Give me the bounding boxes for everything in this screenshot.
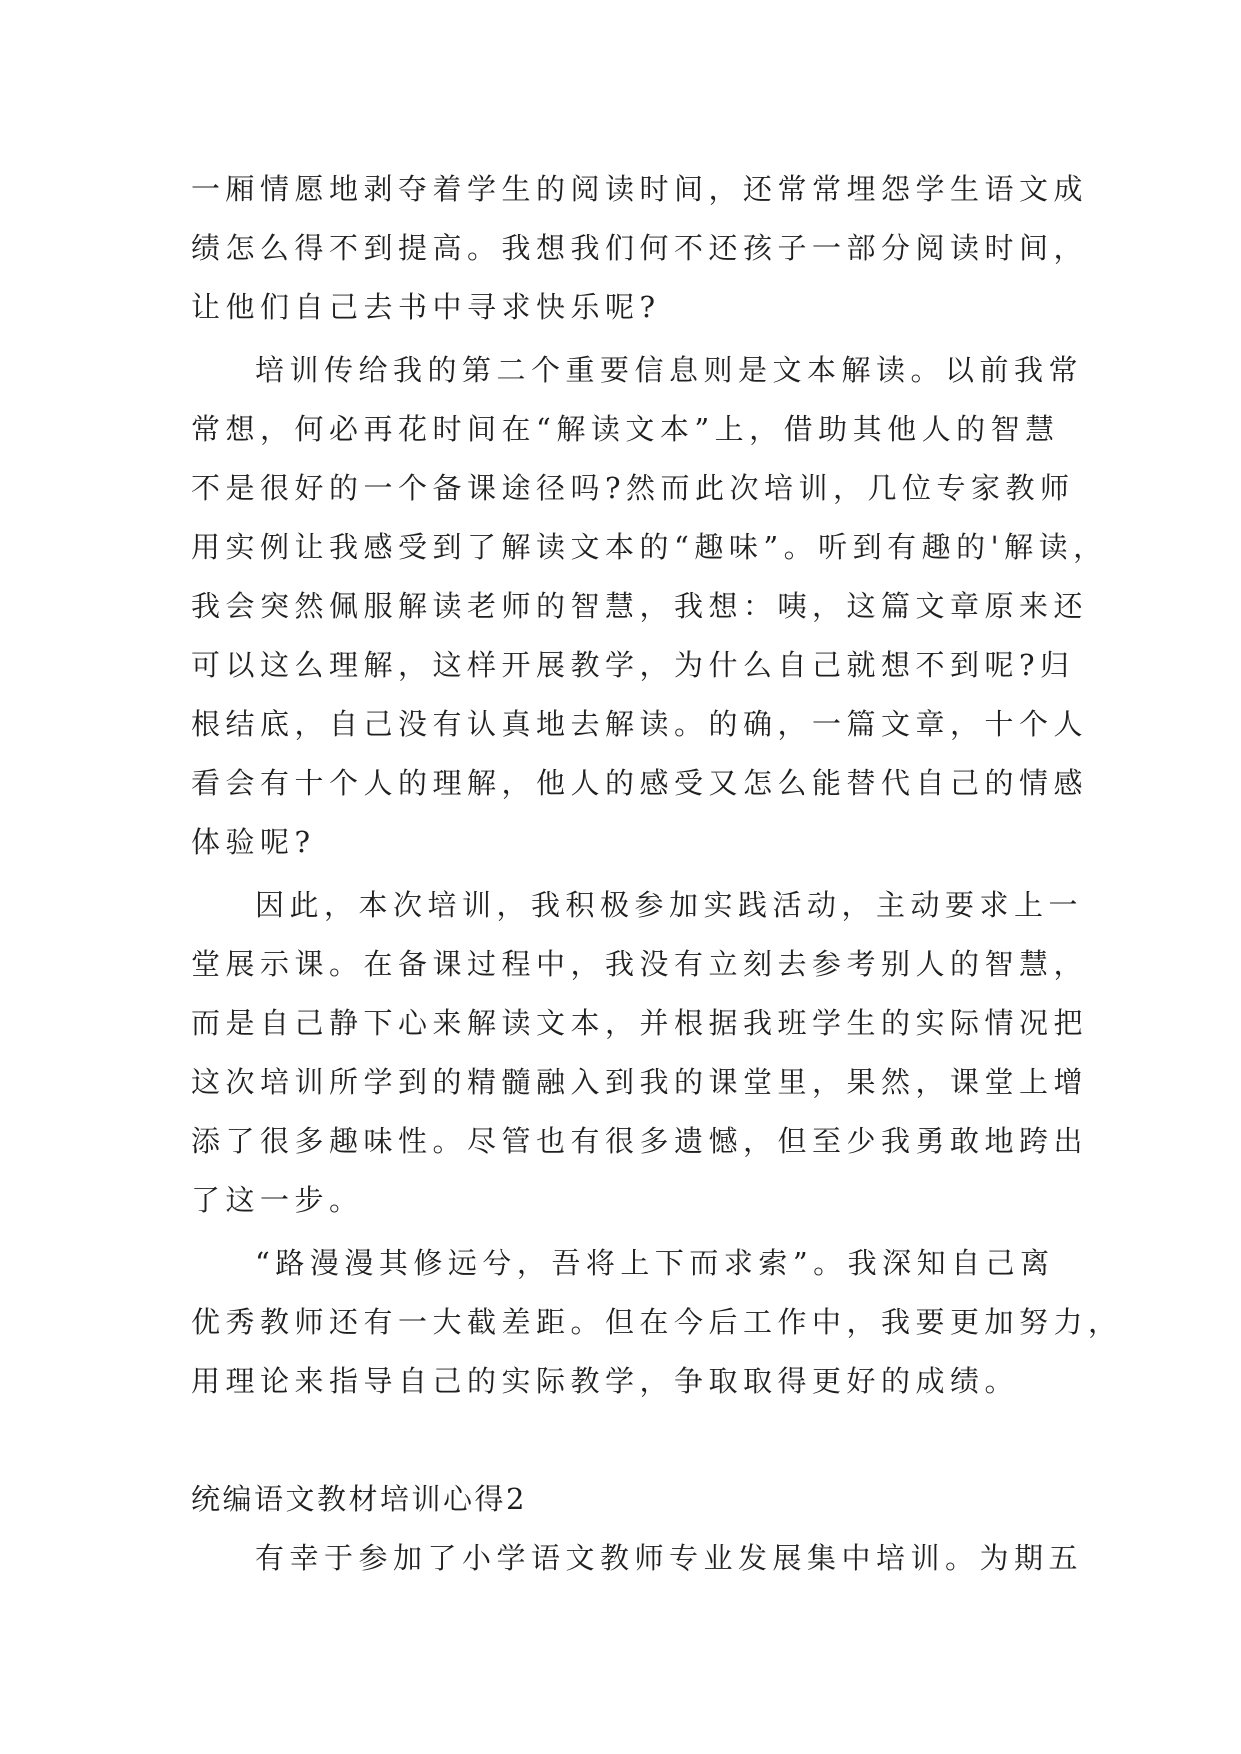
paragraph-1 bbox=[191, 160, 1089, 337]
text-line: 有幸于参加了小学语文教师专业发展集中培训。为期五 bbox=[255, 1541, 1084, 1575]
paragraph-2 bbox=[191, 341, 1108, 872]
text-line: 添了很多趣味性。尽管也有很多遗憾，但至少我勇敢地跨出 bbox=[191, 1124, 1089, 1158]
text-line: 一厢情愿地剥夺着学生的阅读时间，还常常埋怨学生语文成 bbox=[191, 172, 1089, 206]
paragraph-5 bbox=[191, 1529, 1084, 1588]
text-line: 绩怎么得不到提高。我想我们何不还孩子一部分阅读时间， bbox=[191, 231, 1089, 265]
text-line: 根结底，自己没有认真地去解读。的确，一篇文章，十个人 bbox=[191, 707, 1089, 741]
text-line: 用理论来指导自己的实际教学，争取取得更好的成绩。 bbox=[191, 1364, 1020, 1398]
text-line: 看会有十个人的理解，他人的感受又怎么能替代自己的情感 bbox=[191, 766, 1089, 800]
text-line: “路漫漫其修远兮，吾将上下而求索”。我深知自己离 bbox=[255, 1246, 1055, 1280]
text-line: 优秀教师还有一大截差距。但在今后工作中，我要更加努力， bbox=[191, 1305, 1123, 1339]
text-line: 了这一步。 bbox=[191, 1183, 364, 1217]
text-line: 让他们自己去书中寻求快乐呢? bbox=[191, 290, 661, 324]
text-line: 培训传给我的第二个重要信息则是文本解读。以前我常 bbox=[255, 353, 1084, 387]
section-heading: 统编语文教材培训心得2 bbox=[191, 1482, 527, 1516]
text-line: 可以这么理解，这样开展教学，为什么自己就想不到呢?归 bbox=[191, 648, 1075, 682]
text-line: 因此，本次培训，我积极参加实践活动，主动要求上一 bbox=[255, 888, 1084, 922]
text-line: 常想，何必再花时间在“解读文本”上，借助其他人的智慧 bbox=[191, 412, 1060, 446]
text-line: 这次培训所学到的精髓融入到我的课堂里，果然，课堂上增 bbox=[191, 1065, 1089, 1099]
paragraph-3 bbox=[191, 876, 1089, 1230]
text-line: 用实例让我感受到了解读文本的“趣味”。听到有趣的'解读， bbox=[191, 530, 1108, 564]
paragraph-4 bbox=[191, 1234, 1123, 1411]
text-line: 不是很好的一个备课途径吗?然而此次培训，几位专家教师 bbox=[191, 471, 1075, 505]
text-line: 体验呢? bbox=[191, 825, 316, 859]
text-line: 堂展示课。在备课过程中，我没有立刻去参考别人的智慧， bbox=[191, 947, 1089, 981]
text-line: 而是自己静下心来解读文本，并根据我班学生的实际情况把 bbox=[191, 1006, 1089, 1040]
text-line: 我会突然佩服解读老师的智慧，我想：咦，这篇文章原来还 bbox=[191, 589, 1089, 623]
document-body bbox=[191, 160, 1123, 1592]
